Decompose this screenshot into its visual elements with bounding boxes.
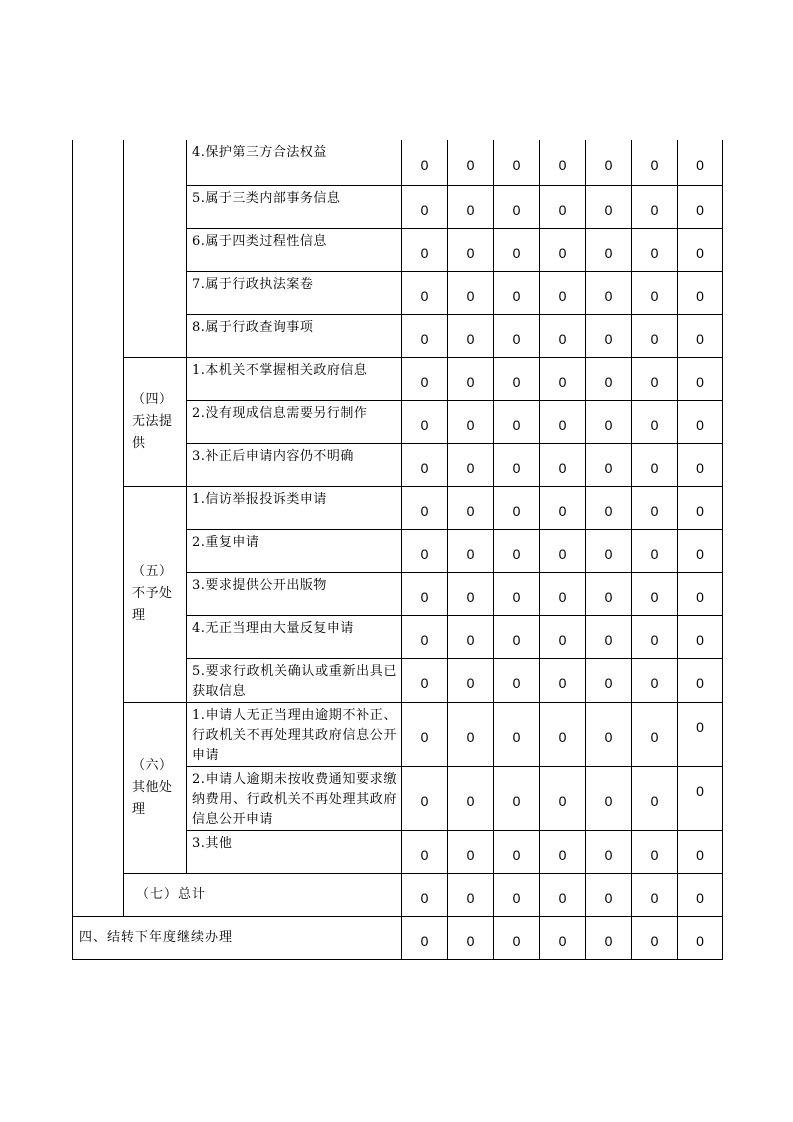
value-text: 0 [420, 373, 429, 390]
value-cell [540, 314, 586, 357]
value-text: 0 [420, 631, 429, 648]
statistics-table [72, 140, 723, 960]
value-cell [402, 830, 448, 873]
value-text: 0 [604, 932, 613, 949]
value-text: 0 [420, 588, 429, 605]
value-text: 0 [420, 201, 429, 218]
value-cell [494, 766, 540, 830]
value-text: 0 [696, 502, 704, 519]
value-cell [540, 400, 586, 443]
value-cell [540, 702, 586, 766]
value-cell [448, 400, 494, 443]
value-cell [402, 529, 448, 572]
carry-over-value-cell [448, 916, 494, 959]
carry-over-row [73, 916, 723, 959]
total-row [73, 873, 723, 916]
item-label: 6.属于四类过程性信息 [187, 228, 402, 271]
value-text: 0 [604, 675, 613, 691]
value-cell [632, 443, 678, 486]
item-label: 4.保护第三方合法权益 [187, 140, 402, 185]
value-cell [586, 830, 632, 873]
value-text: 0 [420, 157, 429, 174]
value-text: 0 [420, 932, 429, 949]
value-text: 0 [512, 932, 521, 949]
value-text: 0 [466, 675, 475, 691]
item-label: 2.没有现成信息需要另行制作 [187, 400, 402, 443]
value-text: 0 [466, 631, 475, 648]
value-text: 0 [420, 330, 429, 347]
value-cell [586, 185, 632, 228]
value-cell [678, 357, 723, 400]
value-text: 0 [466, 287, 475, 304]
value-text: 0 [696, 588, 704, 605]
value-cell [494, 658, 540, 702]
outer-category-cell [73, 140, 124, 916]
value-text: 0 [604, 201, 613, 218]
value-cell [402, 314, 448, 357]
value-text: 0 [466, 330, 475, 347]
value-cell [448, 228, 494, 271]
value-text: 0 [696, 287, 704, 304]
value-text: 0 [650, 330, 659, 347]
item-label: 3.补正后申请内容仍不明确 [187, 443, 402, 486]
value-text: 0 [512, 373, 521, 390]
value-cell [632, 615, 678, 658]
value-text: 0 [420, 675, 429, 691]
value-text: 0 [604, 631, 613, 648]
value-cell [402, 658, 448, 702]
value-cell [494, 702, 540, 766]
value-text: 0 [604, 330, 613, 347]
value-text: 0 [696, 416, 704, 433]
value-cell [448, 615, 494, 658]
value-cell [402, 766, 448, 830]
value-cell [632, 658, 678, 702]
item-label: 1.本机关不掌握相关政府信息 [187, 357, 402, 400]
total-value-cell [678, 873, 723, 916]
value-cell [632, 271, 678, 314]
value-cell [402, 486, 448, 529]
value-text: 0 [696, 459, 704, 476]
value-cell [448, 572, 494, 615]
value-text: 0 [466, 244, 475, 261]
value-text: 0 [466, 157, 475, 174]
value-cell [678, 271, 723, 314]
item-label: 4.无正当理由大量反复申请 [187, 615, 402, 658]
value-cell [448, 271, 494, 314]
item-label: 1.申请人无正当理由逾期不补正、行政机关不再处理其政府信息公开申请 [187, 702, 402, 766]
value-cell [678, 702, 723, 766]
value-cell [586, 271, 632, 314]
total-value-cell [540, 873, 586, 916]
value-cell [632, 830, 678, 873]
value-cell [678, 615, 723, 658]
value-text: 0 [420, 846, 429, 863]
value-text: 0 [604, 793, 613, 809]
total-label: （七）总计 [124, 873, 402, 916]
value-text: 0 [696, 846, 704, 863]
value-cell [540, 615, 586, 658]
value-text: 0 [696, 330, 704, 347]
value-text: 0 [512, 545, 521, 562]
value-cell [586, 615, 632, 658]
value-cell [586, 400, 632, 443]
carry-over-label: 四、结转下年度继续办理 [73, 916, 402, 959]
value-text: 0 [604, 373, 613, 390]
value-cell [678, 443, 723, 486]
value-text: 0 [512, 631, 521, 648]
value-text: 0 [558, 157, 567, 174]
value-cell [540, 572, 586, 615]
value-text: 0 [512, 244, 521, 261]
value-text: 0 [512, 588, 521, 605]
value-cell [494, 529, 540, 572]
value-text: 0 [604, 889, 613, 906]
value-text: 0 [558, 588, 567, 605]
value-cell [586, 766, 632, 830]
value-text: 0 [558, 729, 567, 745]
value-text: 0 [604, 157, 613, 174]
value-text: 0 [650, 631, 659, 648]
value-cell [678, 658, 723, 702]
value-text: 0 [558, 545, 567, 562]
value-cell [678, 400, 723, 443]
value-cell [632, 400, 678, 443]
item-label: 3.要求提供公开出版物 [187, 572, 402, 615]
value-cell [586, 529, 632, 572]
value-text: 0 [650, 502, 659, 519]
value-cell [632, 140, 678, 185]
table-row [73, 702, 723, 766]
carry-over-value-cell [494, 916, 540, 959]
value-cell [448, 658, 494, 702]
value-text: 0 [650, 588, 659, 605]
value-text: 0 [466, 373, 475, 390]
value-cell [494, 140, 540, 185]
value-cell [494, 615, 540, 658]
value-text: 0 [558, 201, 567, 218]
value-cell [494, 357, 540, 400]
value-cell [540, 486, 586, 529]
value-cell [494, 314, 540, 357]
value-cell [448, 185, 494, 228]
value-cell [402, 140, 448, 185]
value-text: 0 [650, 244, 659, 261]
table-row [73, 486, 723, 529]
carry-over-value-cell [540, 916, 586, 959]
value-text: 0 [466, 889, 475, 906]
value-cell [678, 228, 723, 271]
value-cell [402, 443, 448, 486]
value-text: 0 [420, 793, 429, 809]
value-cell [448, 486, 494, 529]
value-cell [448, 443, 494, 486]
value-text: 0 [466, 729, 475, 745]
value-cell [586, 140, 632, 185]
value-text: 0 [512, 287, 521, 304]
value-text: 0 [650, 793, 659, 809]
value-cell [586, 314, 632, 357]
value-text: 0 [466, 793, 475, 809]
carry-over-value-cell [678, 916, 723, 959]
value-text: 0 [604, 588, 613, 605]
value-text: 0 [604, 846, 613, 863]
value-cell [540, 766, 586, 830]
value-text: 0 [558, 416, 567, 433]
value-text: 0 [696, 373, 704, 390]
value-text: 0 [650, 459, 659, 476]
value-cell [586, 486, 632, 529]
value-text: 0 [512, 729, 521, 745]
value-cell [402, 271, 448, 314]
item-label: 5.属于三类内部事务信息 [187, 185, 402, 228]
value-text: 0 [696, 201, 704, 218]
value-cell [494, 228, 540, 271]
value-text: 0 [420, 502, 429, 519]
value-text: 0 [604, 416, 613, 433]
value-text: 0 [512, 502, 521, 519]
value-cell [448, 357, 494, 400]
value-text: 0 [696, 783, 704, 799]
value-text: 0 [466, 846, 475, 863]
value-text: 0 [696, 889, 704, 906]
category-continued [124, 140, 187, 357]
value-cell [402, 228, 448, 271]
category-not-processed: （五）不予处理 [124, 486, 187, 702]
value-text: 0 [696, 157, 704, 174]
item-label: 2.申请人逾期未按收费通知要求缴纳费用、行政机关不再处理其政府信息公开申请 [187, 766, 402, 830]
value-cell [540, 357, 586, 400]
value-text: 0 [420, 545, 429, 562]
value-text: 0 [604, 459, 613, 476]
value-cell [678, 486, 723, 529]
value-text: 0 [420, 889, 429, 906]
value-text: 0 [696, 719, 704, 735]
category-unable-to-provide: （四）无法提供 [124, 357, 187, 486]
value-cell [678, 830, 723, 873]
value-text: 0 [650, 545, 659, 562]
value-text: 0 [466, 459, 475, 476]
value-cell [678, 529, 723, 572]
value-text: 0 [512, 330, 521, 347]
value-text: 0 [650, 373, 659, 390]
value-text: 0 [650, 846, 659, 863]
table-row [73, 357, 723, 400]
carry-over-value-cell [586, 916, 632, 959]
value-cell [402, 615, 448, 658]
value-text: 0 [558, 287, 567, 304]
value-cell [448, 830, 494, 873]
carry-over-value-cell [402, 916, 448, 959]
value-text: 0 [558, 631, 567, 648]
item-label: 5.要求行政机关确认或重新出具已获取信息 [187, 658, 402, 702]
value-text: 0 [420, 729, 429, 745]
value-cell [402, 357, 448, 400]
value-text: 0 [604, 502, 613, 519]
value-text: 0 [696, 932, 704, 949]
value-cell [632, 766, 678, 830]
value-cell [586, 443, 632, 486]
value-cell [494, 443, 540, 486]
value-text: 0 [420, 244, 429, 261]
value-cell [494, 400, 540, 443]
value-cell [448, 314, 494, 357]
total-value-cell [448, 873, 494, 916]
value-cell [678, 314, 723, 357]
value-text: 0 [512, 846, 521, 863]
value-text: 0 [420, 459, 429, 476]
value-text: 0 [420, 287, 429, 304]
value-cell [402, 185, 448, 228]
value-text: 0 [604, 545, 613, 562]
value-cell [632, 572, 678, 615]
item-label: 7.属于行政执法案卷 [187, 271, 402, 314]
value-cell [678, 572, 723, 615]
value-text: 0 [650, 287, 659, 304]
category-other-handling: （六）其他处理 [124, 702, 187, 873]
value-text: 0 [558, 846, 567, 863]
value-cell [448, 702, 494, 766]
item-label: 8.属于行政查询事项 [187, 314, 402, 357]
value-text: 0 [466, 502, 475, 519]
value-text: 0 [466, 545, 475, 562]
value-text: 0 [604, 287, 613, 304]
item-label: 2.重复申请 [187, 529, 402, 572]
value-text: 0 [604, 244, 613, 261]
item-label: 3.其他 [187, 830, 402, 873]
value-cell [586, 357, 632, 400]
item-label: 1.信访举报投诉类申请 [187, 486, 402, 529]
value-text: 0 [558, 373, 567, 390]
value-text: 0 [512, 459, 521, 476]
carry-over-value-cell [632, 916, 678, 959]
value-cell [494, 830, 540, 873]
value-cell [540, 658, 586, 702]
value-cell [540, 228, 586, 271]
value-text: 0 [512, 793, 521, 809]
table-body [73, 140, 723, 959]
value-cell [540, 185, 586, 228]
value-cell [448, 140, 494, 185]
value-cell [678, 140, 723, 185]
total-value-cell [402, 873, 448, 916]
value-cell [586, 228, 632, 271]
value-cell [678, 185, 723, 228]
value-cell [586, 702, 632, 766]
value-text: 0 [558, 459, 567, 476]
value-text: 0 [650, 675, 659, 691]
value-text: 0 [650, 157, 659, 174]
total-value-cell [586, 873, 632, 916]
value-cell [494, 572, 540, 615]
value-text: 0 [466, 588, 475, 605]
value-text: 0 [512, 201, 521, 218]
value-cell [632, 529, 678, 572]
value-cell [632, 185, 678, 228]
value-text: 0 [466, 932, 475, 949]
value-text: 0 [650, 889, 659, 906]
value-text: 0 [512, 675, 521, 691]
value-cell [540, 271, 586, 314]
value-cell [632, 486, 678, 529]
value-text: 0 [512, 157, 521, 174]
value-text: 0 [696, 675, 704, 691]
value-text: 0 [650, 729, 659, 745]
value-cell [402, 702, 448, 766]
value-text: 0 [558, 889, 567, 906]
value-cell [448, 529, 494, 572]
value-text: 0 [558, 502, 567, 519]
value-cell [540, 443, 586, 486]
value-text: 0 [512, 416, 521, 433]
value-cell [632, 314, 678, 357]
value-cell [402, 400, 448, 443]
value-cell [494, 185, 540, 228]
value-text: 0 [650, 932, 659, 949]
value-cell [632, 357, 678, 400]
value-text: 0 [696, 631, 704, 648]
value-text: 0 [512, 889, 521, 906]
value-cell [402, 572, 448, 615]
value-text: 0 [604, 729, 613, 745]
value-cell [586, 572, 632, 615]
value-text: 0 [466, 201, 475, 218]
total-value-cell [632, 873, 678, 916]
value-text: 0 [420, 416, 429, 433]
value-text: 0 [558, 330, 567, 347]
value-cell [678, 766, 723, 830]
value-text: 0 [696, 545, 704, 562]
value-cell [540, 140, 586, 185]
value-text: 0 [696, 244, 704, 261]
value-cell [632, 228, 678, 271]
value-text: 0 [558, 244, 567, 261]
value-cell [494, 271, 540, 314]
value-cell [494, 486, 540, 529]
value-text: 0 [466, 416, 475, 433]
value-cell [448, 766, 494, 830]
value-text: 0 [558, 675, 567, 691]
value-cell [586, 658, 632, 702]
value-cell [540, 529, 586, 572]
value-text: 0 [650, 201, 659, 218]
total-value-cell [494, 873, 540, 916]
value-text: 0 [558, 793, 567, 809]
value-text: 0 [558, 932, 567, 949]
value-text: 0 [650, 416, 659, 433]
value-cell [540, 830, 586, 873]
table-row [73, 140, 723, 185]
value-cell [632, 702, 678, 766]
